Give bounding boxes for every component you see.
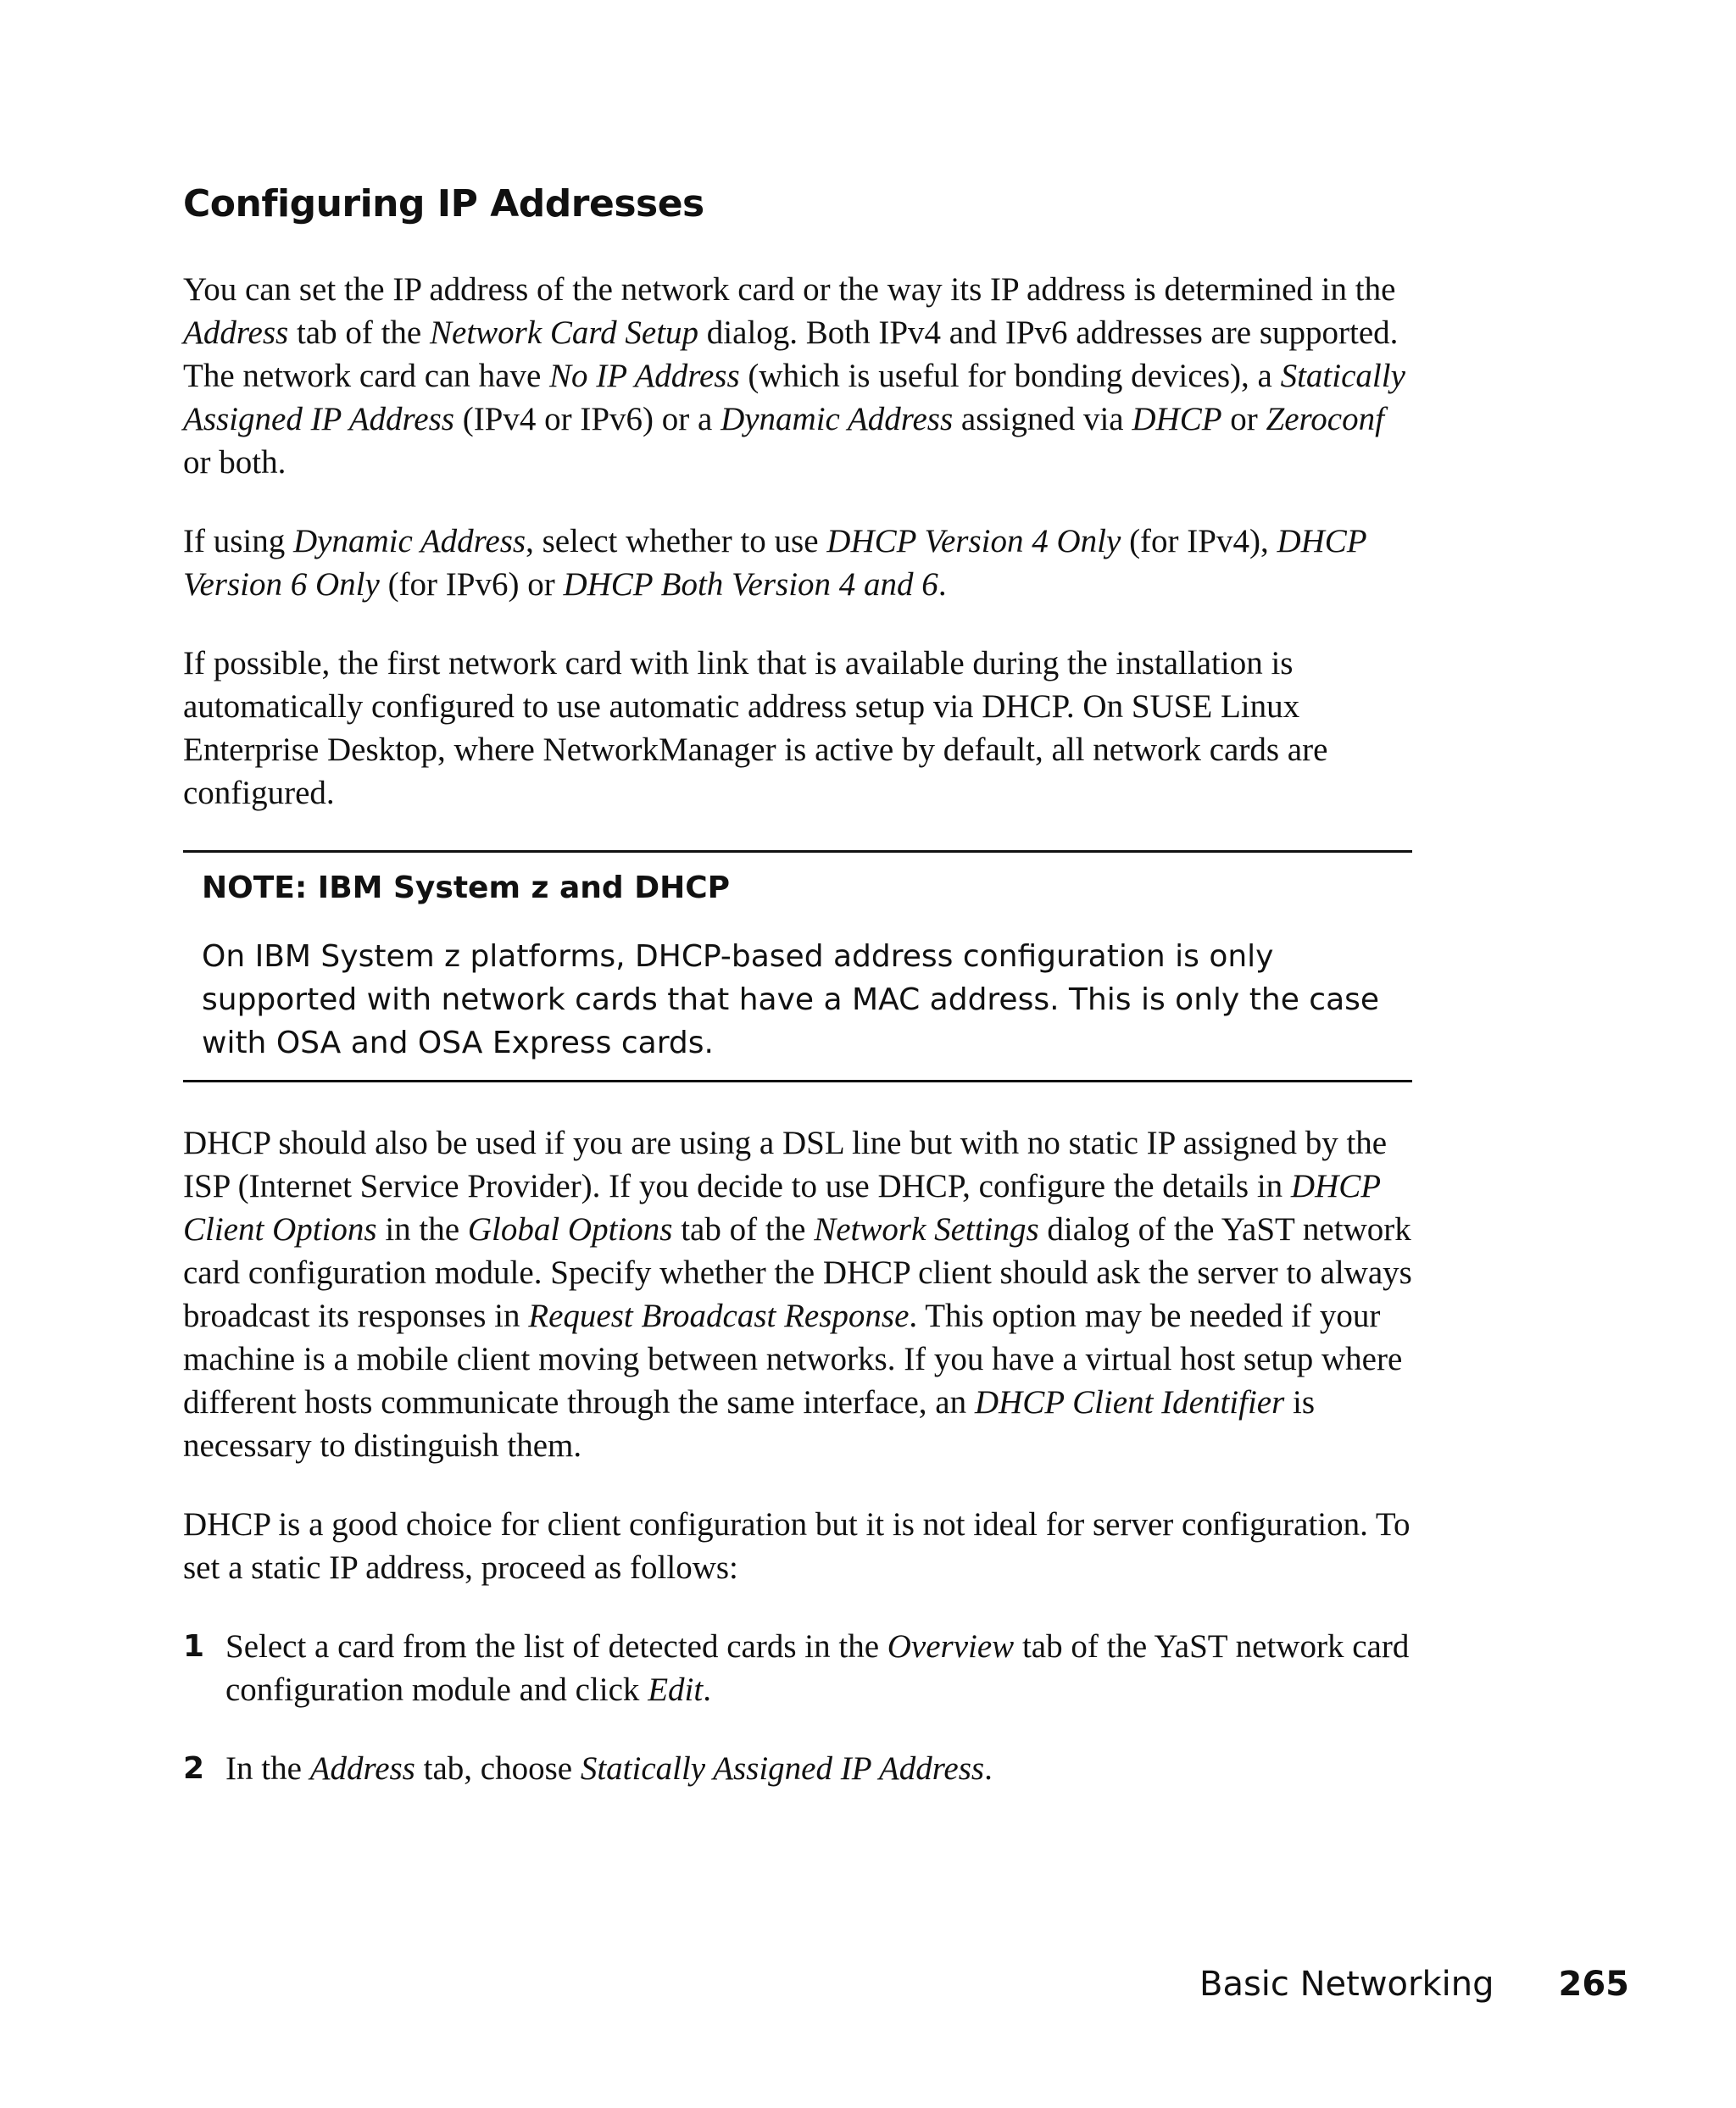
procedure-step: 2 In the Address tab, choose Statically Assigned IP Address. <box>183 1747 1412 1790</box>
page-footer <box>1199 1965 1629 2004</box>
page-content <box>183 170 1412 1826</box>
note-box <box>183 850 1412 1082</box>
paragraph-auto-config: If possible, the first network card with link that is available during the installation is automatically configured to use automatic address setup via DHCP. On SUSE Linux Enterprise Desktop, where NetworkManager is active by default, all network cards are configured. <box>183 644 1328 811</box>
paragraph-dynamic-address: If using Dynamic Address, select whether to use DHCP Version 4 Only (for IPv4), DHCP Version 6 Only (for IPv6) or DHCP Both Version 4 and 6. <box>183 522 1366 603</box>
footer-section-title: Basic Networking <box>1199 1965 1494 2004</box>
procedure-steps <box>183 1625 1412 1790</box>
note-body: On IBM System z platforms, DHCP-based address configuration is only supported with network cards that have a MAC address. This is only the case with OSA and OSA Express cards. <box>202 938 1380 1060</box>
paragraph-address-settings: You can set the IP address of the network card or the way its IP address is determined in the Address tab of the Network Card Setup dialog. Both IPv4 and IPv6 addresses are supported. The network card can have No IP Address (which is useful for bonding devices), a Statically Assigned IP Address (IPv4 or IPv6) or a Dynamic Address assigned via DHCP or Zeroconf or both. <box>183 270 1405 481</box>
paragraph-static-intro: DHCP is a good choice for client configuration but it is not ideal for server configuration. To set a static IP address, proceed as follows: <box>183 1505 1410 1586</box>
step-number: 1 <box>183 1628 205 1664</box>
note-title: NOTE: IBM System z and DHCP <box>202 870 731 905</box>
step-number: 2 <box>183 1750 205 1786</box>
page-number: 265 <box>1558 1965 1629 2004</box>
section-heading: Configuring IP Addresses <box>183 182 704 225</box>
paragraph-dhcp-options: DHCP should also be used if you are using a DSL line but with no static IP assigned by the ISP (Internet Service Provider). If you decide to use DHCP, configure the details in DHCP Client Options in the Global Options tab of the Network Settings dialog of the YaST network card configuration module. Specify whether the DHCP client should ask the server to always broadcast its responses in Request Broadcast Response. This option may be needed if your machine is a mobile client moving between networks. If you have a virtual host setup where different hosts communicate through the same interface, an DHCP Client Identifier is necessary to distinguish them. <box>183 1124 1412 1464</box>
procedure-step: 1 Select a card from the list of detected cards in the Overview tab of the YaST network card configuration module and click Edit. <box>183 1625 1412 1711</box>
